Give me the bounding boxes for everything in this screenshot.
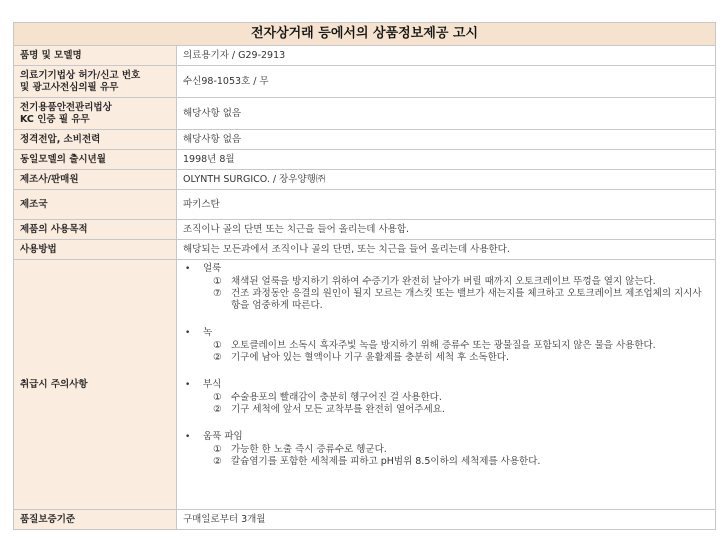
row-label: 취급시 주의사항 [14, 260, 177, 510]
item-text: 기구 세척에 앞서 모든 교착부를 완전히 열어주세요. [231, 404, 445, 415]
row-usage [14, 240, 716, 260]
item-number: ① [213, 444, 222, 455]
row-label: 전기용품안전관리법상 KC 인증 필 유무 [14, 98, 177, 130]
notice-title: 전자상거래 등에서의 상품정보제공 고시 [14, 23, 716, 46]
item-number: ② [213, 352, 222, 363]
row-purpose [14, 220, 716, 240]
item-text: 가능한 한 노출 즉시 증류수로 헹군다. [231, 444, 387, 455]
item-text: 칼슘염기를 포함한 세척제를 피하고 pH범위 8.5이하의 세척제를 사용한다. [231, 456, 541, 467]
row-label: 동일모델의 출시년월 [14, 150, 177, 170]
row-value: 파키스탄 [177, 190, 716, 220]
row-label: 정격전압, 소비전력 [14, 130, 177, 150]
list-item [183, 276, 709, 288]
care-section-stain [183, 263, 709, 312]
item-text: 오토클레이브 소독시 흑자주빛 녹을 방지하기 위해 증류수 또는 광물질을 포함되지 않은 물을 사용한다. [231, 340, 656, 351]
list-item [183, 352, 709, 364]
row-value: 해당사항 없음 [177, 130, 716, 150]
item-number: ① [213, 276, 222, 287]
row-value: 구매일로부터 3개월 [177, 510, 716, 530]
list-item [183, 340, 709, 352]
section-heading: 부식 [203, 379, 222, 390]
bullet-icon: • [185, 328, 191, 338]
row-label: 의료기기법상 허가/신고 번호 및 광고사전심의필 유무 [14, 66, 177, 98]
section-heading: 움푹 파임 [203, 431, 243, 442]
item-number: ① [213, 392, 222, 403]
item-text: 건조 과정동안 응결의 원인이 될지 모르는 개스킷 또는 밸브가 새는지를 체크하고 오토크레이브 제조업체의 지시사항을 엄중하게 따른다. [231, 288, 702, 311]
list-item [183, 444, 709, 456]
row-label: 제품의 사용목적 [14, 220, 177, 240]
bullet-icon: • [185, 264, 191, 274]
row-value: 해당사항 없음 [177, 98, 716, 130]
list-item [183, 456, 709, 468]
row-permit [14, 66, 716, 98]
row-value: OLYNTH SURGICO. / 장우양행㈜ [177, 170, 716, 190]
section-heading: 녹 [203, 327, 213, 338]
row-label: 제조사/판매원 [14, 170, 177, 190]
section-heading: 얼룩 [203, 263, 222, 274]
row-care [14, 260, 716, 510]
row-value: 조직이나 골의 단면 또는 치근을 들어 올리는데 사용함. [177, 220, 716, 240]
item-number: ⑦ [213, 288, 222, 299]
care-section-rust [183, 327, 709, 364]
item-number: ② [213, 404, 222, 415]
item-number: ② [213, 456, 222, 467]
list-item [183, 288, 709, 312]
row-value: 수신98-1053호 / 무 [177, 66, 716, 98]
row-maker [14, 170, 716, 190]
bullet-icon: • [185, 432, 191, 442]
row-product-name [14, 46, 716, 66]
row-value: 의료용기자 / G29-2913 [177, 46, 716, 66]
product-info-table [13, 22, 716, 530]
item-text: 채색된 얼룩을 방지하기 위하여 수증기가 완전히 날아가 버릴 때까지 오토크레이브 뚜껑을 열지 않는다. [231, 276, 656, 287]
row-voltage [14, 130, 716, 150]
row-country [14, 190, 716, 220]
care-content [177, 260, 716, 510]
row-warranty [14, 510, 716, 530]
care-section-corrosion [183, 379, 709, 416]
item-text: 수술용포의 빨래감이 충분히 헹구어진 걸 사용한다. [231, 392, 442, 403]
item-text: 기구에 남아 있는 혈액이나 기구 윤활제를 충분히 세척 후 소독한다. [231, 352, 509, 363]
list-item [183, 392, 709, 404]
row-label: 품명 및 모델명 [14, 46, 177, 66]
row-release [14, 150, 716, 170]
care-section-pitting [183, 431, 709, 468]
row-label: 사용방법 [14, 240, 177, 260]
bullet-icon: • [185, 380, 191, 390]
row-value: 1998년 8월 [177, 150, 716, 170]
row-label: 제조국 [14, 190, 177, 220]
product-info-sheet [13, 22, 716, 530]
row-label: 품질보증기준 [14, 510, 177, 530]
row-value: 해당되는 모든과에서 조직이나 골의 단면, 또는 치근을 들어 올리는데 사용한다. [177, 240, 716, 260]
row-kc [14, 98, 716, 130]
list-item [183, 404, 709, 416]
item-number: ① [213, 340, 222, 351]
